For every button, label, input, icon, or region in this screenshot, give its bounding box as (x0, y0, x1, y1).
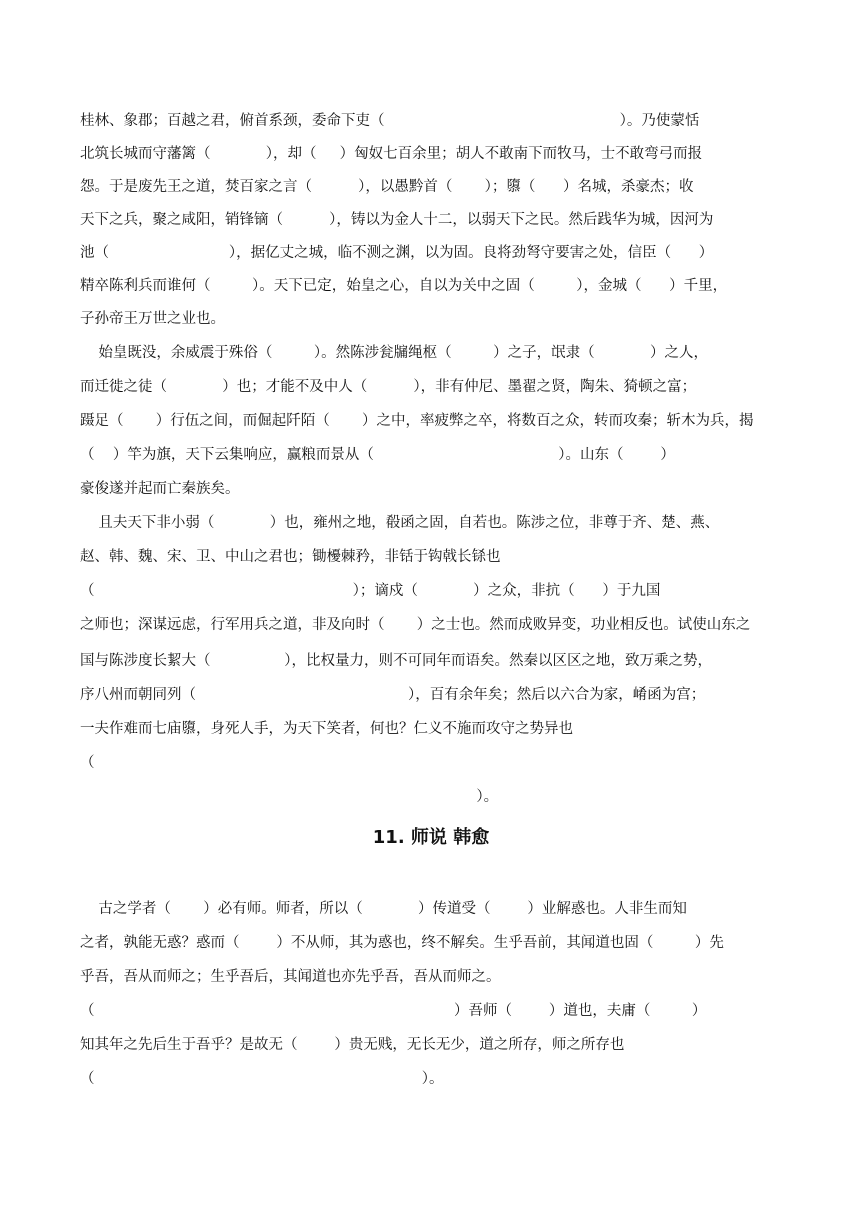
text-line-19: 一夫作难而七庙隳，身死人手，为天下笑者，何也？仁义不施而攻守之势异也 (80, 721, 573, 737)
text-line-17: 国与陈涉度长絜大（ ），比权量力，则不可同年而语矣。然秦以区区之地，致万乘之势， (80, 653, 712, 669)
shishuo-line-4: （ ）吾师（ ）道也，夫庸（ ） (80, 1003, 707, 1019)
text-line-7: 子孙帝王万世之业也。 (80, 311, 225, 327)
section-title: 11. 师说 韩愈 (372, 827, 490, 848)
shishuo-line-2: 之者，孰能无惑？惑而（ ）不从师，其为惑也，终不解矣。生乎吾前，其闻道也固（ ）先 (80, 935, 724, 951)
text-line-13: 且夫天下非小弱（ ）也，雍州之地，殽函之固，自若也。陈涉之位，非尊于齐、楚、燕、 (80, 515, 720, 531)
text-line-18: 序八州而朝同列（ ），百有余年矣；然后以六合为家，崤函为宫； (80, 687, 706, 703)
text-line-16: 之师也；深谋远虑，行军用兵之道，非及向时（ ）之士也。然而成败异变，功业相反也。试使山东之 (80, 617, 751, 633)
shishuo-line-1: 古之学者（ ）必有师。师者，所以（ ）传道受（ ）业解惑也。人非生而知 (80, 901, 687, 917)
text-line-1: 桂林、象郡；百越之君，俯首系颈，委命下吏（ ）。乃使蒙恬 (80, 113, 700, 129)
shishuo-line-5: 知其年之先后生于吾乎？是故无（ ）贵无贱，无长无少，道之所存，师之所存也 (80, 1037, 625, 1053)
text-line-9: 而迁徙之徒（ ）也；才能不及中人（ ），非有仲尼、墨翟之贤，陶朱、猗顿之富； (80, 379, 697, 395)
shishuo-line-3: 乎吾，吾从而师之；生乎吾后，其闻道也亦先乎吾，吾从而师之。 (80, 969, 501, 985)
shishuo-line-6: （ ）。 (80, 1071, 444, 1087)
text-line-8: 始皇既没，余威震于殊俗（ ）。然陈涉瓮牖绳枢（ ）之子，氓隶（ ）之人， (80, 345, 708, 361)
text-line-15: （ ）；谪戍（ ）之众，非抗（ ）于九国 (80, 583, 661, 599)
text-line-2: 北筑长城而守藩篱（ ），却（ ）匈奴七百余里；胡人不敢南下而牧马，士不敢弯弓而报 (80, 146, 703, 162)
text-line-10: 蹑足（ ）行伍之间，而倔起阡陌（ ）之中，率疲弊之卒，将数百之众，转而攻秦；斩木为兵，揭 (80, 413, 754, 429)
text-line-3: 怨。于是废先王之道，焚百家之言（ ），以愚黔首（ ）；隳（ ）名城，杀豪杰；收 (80, 179, 694, 195)
text-line-14: 赵、韩、魏、宋、卫、中山之君也；锄櫌棘矜，非铦于钩戟长铩也 (80, 549, 501, 565)
text-line-20: （ (80, 755, 95, 771)
text-line-5: 池（ ），据亿丈之城，临不测之渊，以为固。良将劲弩守要害之处，信臣（ ） (80, 245, 714, 261)
text-line-6: 精卒陈利兵而谁何（ ）。天下已定，始皇之心，自以为关中之固（ ），金城（ ）千里， (80, 278, 728, 294)
text-line-4: 天下之兵，聚之咸阳，销锋镝（ ），铸以为金人十二，以弱天下之民。然后践华为城，因河为 (80, 212, 714, 228)
text-line-21: ）。 (80, 789, 499, 805)
text-line-11: （ ）竿为旗，天下云集响应，赢粮而景从（ ）。山东（ ） (80, 447, 675, 463)
text-line-12: 豪俊遂并起而亡秦族矣。 (80, 481, 240, 497)
